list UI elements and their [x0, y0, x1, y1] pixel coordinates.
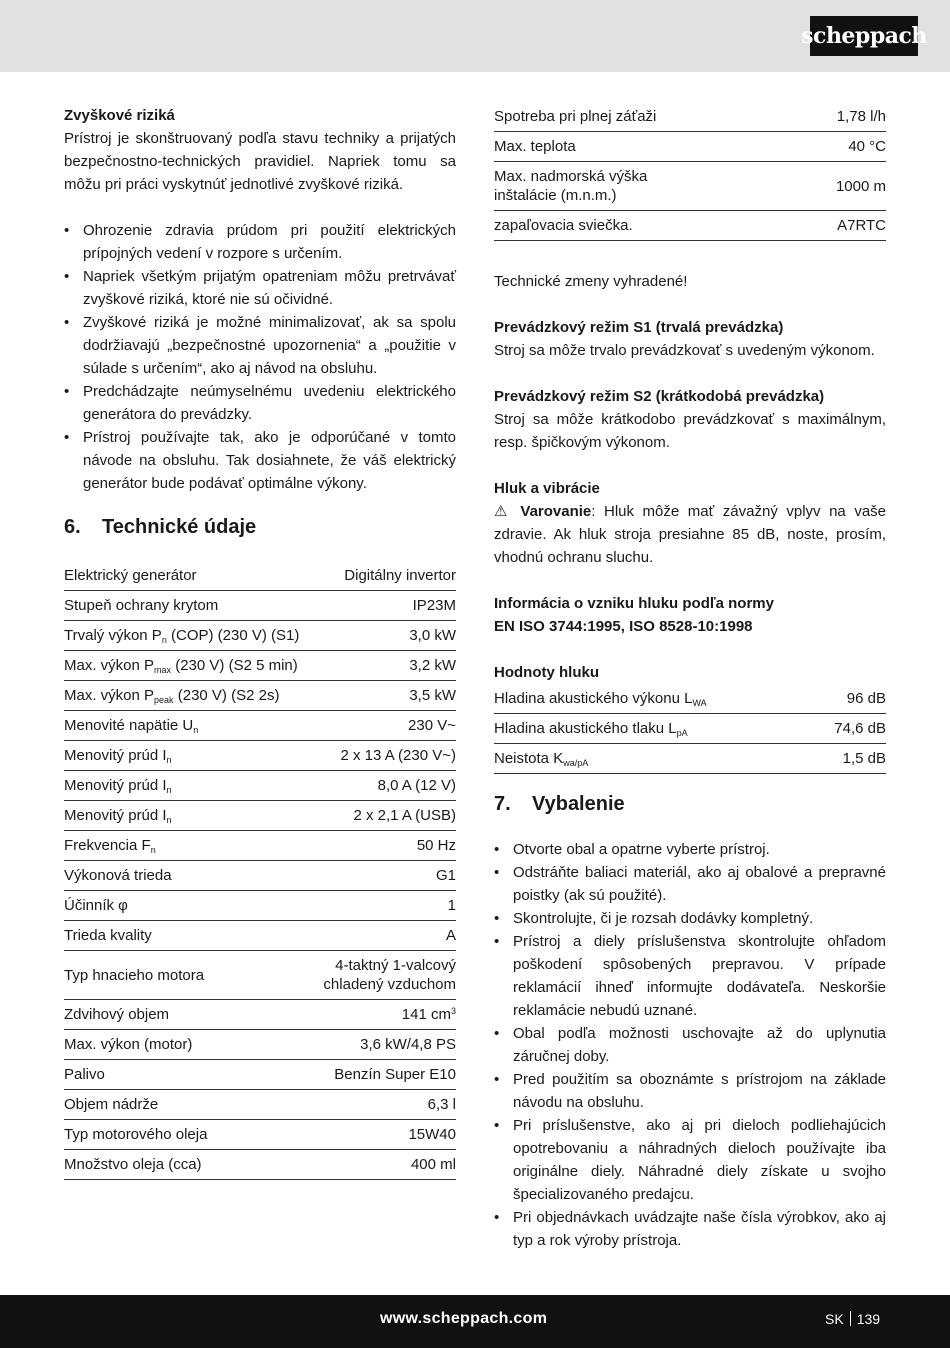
table-row: Max. teplota 40 °C [494, 132, 886, 162]
footer-bar [0, 1295, 950, 1348]
list-item: • Zvyškové riziká je možné minimalizovať, ak sa spolu dodržiavajú „bezpečnostné upozornenia“ a „použitie v súlade s určením“, ako aj návod na obsluhu. [64, 311, 456, 380]
left-column [64, 104, 456, 1180]
noise-heading: Hluk a vibrácie [494, 480, 600, 497]
table-row: Účinník φ 1 [64, 891, 456, 921]
table-row: Spotreba pri plnej záťaži 1,78 l/h [494, 102, 886, 132]
table-row: Max. výkon (motor) 3,6 kW/4,8 PS [64, 1030, 456, 1060]
table-row: Menovitý prúd $I_n$ 2 x 13 A (230 V~) [64, 741, 456, 771]
list-item: • Skontrolujte, či je rozsah dodávky kompletný. [494, 907, 886, 930]
right-column [494, 102, 886, 1252]
unpack-list [494, 838, 886, 1252]
brand-logo: scheppach [810, 16, 918, 56]
table-row: Menovitý prúd $I_n$ 8,0 A (12 V) [64, 771, 456, 801]
table-row: Množstvo oleja (cca) 400 ml [64, 1150, 456, 1180]
noise-info-line2: EN ISO 3744:1995, ISO 8528-10:1998 [494, 618, 753, 635]
table-row: zapaľovacia sviečka. A7RTC [494, 211, 886, 241]
s2-text: Stroj sa môže krátkodobo prevádzkovať s maximálnym, resp. špičkovým výkonom. [494, 411, 886, 451]
table-row: Max. výkon $P_{max}$ (230 V) (S2 5 min) 3,2 kW [64, 651, 456, 681]
table-row: Frekvencia $F_n$ 50 Hz [64, 831, 456, 861]
table-row: Typ motorového oleja 15W40 [64, 1120, 456, 1150]
table-row: Hladina akustického tlaku $L_{pA}$ 74,6 dB [494, 714, 886, 744]
list-item: • Prístroj používajte tak, ako je odporúčané v tomto návode na obsluhu. Tak dosiahnete, že váš elektrický generátor bude podávať optimálne výkony. [64, 426, 456, 495]
footer-page-indicator: SK 139 [825, 1311, 881, 1327]
list-item: • Prístroj a diely príslušenstva skontrolujte ohľadom poškodení spôsobených prepravou. V prípade reklamácií ihneď informujte dodávateľa. Neskoršie reklamácie nebudú uznané. [494, 930, 886, 1022]
risks-heading: Zvyškové riziká [64, 107, 175, 124]
table-row: Max. výkon $P_{peak}$ (230 V) (S2 2s) 3,5 kW [64, 681, 456, 711]
table-row: Elektrický generátor Digitálny invertor [64, 561, 456, 591]
list-item: • Napriek všetkým prijatým opatreniam môžu pretrvávať zvyškové riziká, ktoré nie sú očividné. [64, 265, 456, 311]
table-row: Menovitý prúd $I_n$ 2 x 2,1 A (USB) [64, 801, 456, 831]
list-item: • Otvorte obal a opatrne vyberte prístroj. [494, 838, 886, 861]
table-row: Zdvihový objem 141 $cm^3$ [64, 1000, 456, 1030]
list-item: • Predchádzajte neúmyselnému uvedeniu elektrického generátora do prevádzky. [64, 380, 456, 426]
risks-intro: Prístroj je skonštruovaný podľa stavu techniky a prijatých bezpečnostno-technických pravidiel. Napriek tomu sa môžu pri práci vyskytnúť jednotlivé zvyškové riziká. [64, 130, 456, 193]
s2-heading: Prevádzkový režim S2 (krátkodobá prevádzka) [494, 388, 825, 405]
section-heading-unpacking: 7. Vybalenie [494, 793, 625, 815]
spec-table-continued [494, 102, 886, 241]
table-row: Typ hnacieho motora 4-taktný 1-valcový chladený vzduchom [64, 951, 456, 1000]
list-item: • Pred použitím sa oboznámte s prístrojom na základe návodu na obsluhu. [494, 1068, 886, 1114]
table-row: Neistota $K_{wa/pA}$ 1,5 dB [494, 744, 886, 774]
table-row: Trieda kvality A [64, 921, 456, 951]
noise-values-heading: Hodnoty hluku [494, 664, 599, 681]
table-row: Menovité napätie $U_n$ 230 V~ [64, 711, 456, 741]
table-row: Trvalý výkon $P_n$ (COP) (230 V) (S1) 3,0 kW [64, 621, 456, 651]
list-item: • Odstráňte baliaci materiál, ako aj obalové a prepravné poistky (ak sú použité). [494, 861, 886, 907]
page-separator [850, 1311, 851, 1326]
spec-table [64, 561, 456, 1180]
noise-info-line1: Informácia o vzniku hluku podľa normy [494, 595, 774, 612]
tech-changes-note: Technické zmeny vyhradené! [494, 273, 688, 290]
table-row: Objem nádrže 6,3 l [64, 1090, 456, 1120]
s1-text: Stroj sa môže trvalo prevádzkovať s uvedeným výkonom. [494, 342, 875, 359]
warning-triangle-icon: ⚠ [494, 503, 512, 520]
table-row: Stupeň ochrany krytom IP23M [64, 591, 456, 621]
list-item: • Ohrozenie zdravia prúdom pri použití elektrických prípojných vedení v rozpore s určením. [64, 219, 456, 265]
risks-list [64, 219, 456, 495]
noise-warning: ⚠ Varovanie: Hluk môže mať závažný vplyv na vaše zdravie. Ak hluk stroja presiahne 85 dB, noste, prosím, vhodnú ochranu sluchu. [494, 503, 887, 566]
noise-values-table [494, 684, 886, 774]
s1-heading: Prevádzkový režim S1 (trvalá prevádzka) [494, 319, 784, 336]
table-row: Hladina akustického výkonu $L_{WA}$ 96 dB [494, 684, 886, 714]
table-row: Palivo Benzín Super E10 [64, 1060, 456, 1090]
list-item: • Pri príslušenstve, ako aj pri dieloch podliehajúcich opotrebovaniu a náhradných dieloch používajte iba originálne diely. Náhradné diely získate u svojho špecializovaného predajcu. [494, 1114, 886, 1206]
table-row: Výkonová trieda G1 [64, 861, 456, 891]
footer-website-link[interactable]: www.scheppach.com [380, 1310, 548, 1327]
list-item: • Obal podľa možnosti uschovajte až do uplynutia záručnej doby. [494, 1022, 886, 1068]
section-heading-technical-data: 6. Technické údaje [64, 516, 257, 538]
list-item: • Pri objednávkach uvádzajte naše čísla výrobkov, ako aj typ a rok výroby prístroja. [494, 1206, 886, 1252]
table-row: Max. nadmorská výška inštalácie (m.n.m.) 1000 m [494, 162, 886, 211]
